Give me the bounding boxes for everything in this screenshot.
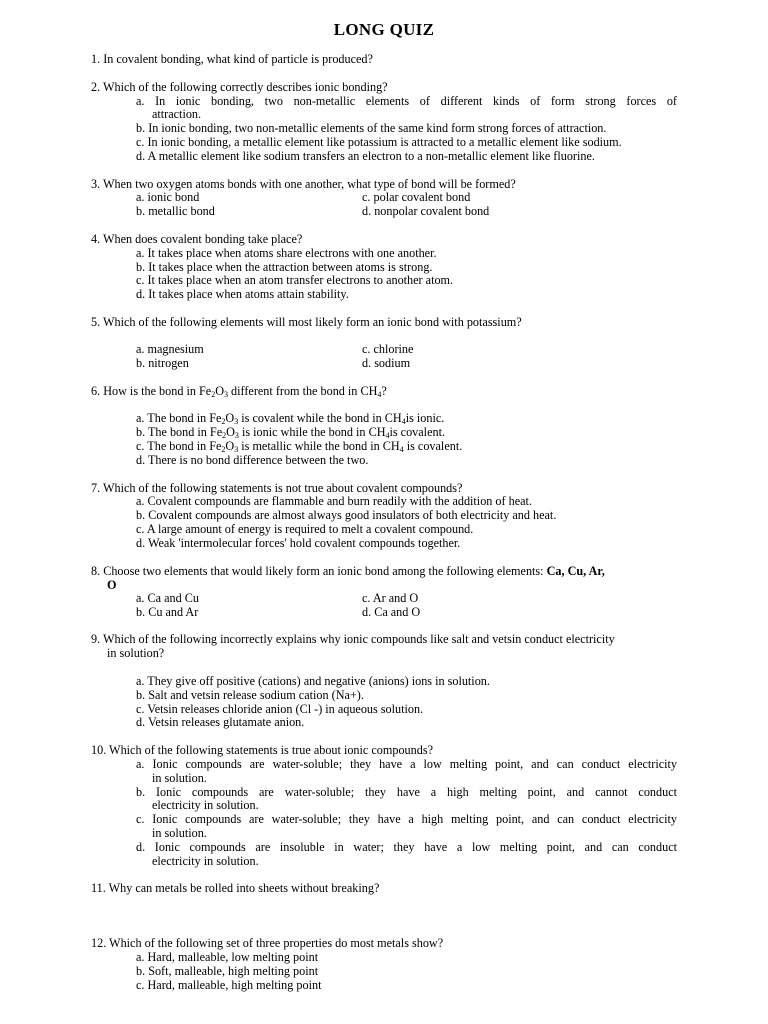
question-6: 6. How is the bond in $Fe_2O_3$ different from the bond in $CH_4$? <box>91 384 387 399</box>
q12-option-b: b. Soft, malleable, high melting point <box>136 964 319 978</box>
q3-option-b: b. metallic bond <box>136 204 215 218</box>
question-2: 2. Which of the following correctly describes ionic bonding? <box>91 80 388 94</box>
question-9: 9. Which of the following incorrectly explains why ionic compounds like salt and vetsin conduct electricity <box>91 632 615 646</box>
q3-option-a: a. ionic bond <box>136 190 200 204</box>
question-12: 12. Which of the following set of three properties do most metals show? <box>91 936 444 950</box>
q10-option-d-cont: electricity in solution. <box>152 854 259 868</box>
question-9-cont: in solution? <box>107 646 165 660</box>
q2-option-c: c. In ionic bonding, a metallic element like potassium is attracted to a metallic element like sodium. <box>136 135 622 149</box>
question-5: 5. Which of the following elements will most likely form an ionic bond with potassium? <box>91 315 522 329</box>
q8-option-b: b. Cu and Ar <box>136 605 199 619</box>
q9-option-b: b. Salt and vetsin release sodium cation (Na+). <box>136 688 364 702</box>
q10-option-c-cont: in solution. <box>152 826 207 840</box>
q12-option-a: a. Hard, malleable, low melting point <box>136 950 319 964</box>
question-8-cont: O <box>107 578 117 592</box>
q12-option-c: c. Hard, malleable, high melting point <box>136 978 322 992</box>
q2-option-d: d. A metallic element like sodium transfers an electron to a non-metallic element like fluorine. <box>136 149 595 163</box>
q3-option-c: c. polar covalent bond <box>362 190 471 204</box>
question-4: 4. When does covalent bonding take place? <box>91 232 303 246</box>
q2-option-b: b. In ionic bonding, two non-metallic elements of the same kind form strong forces of attraction. <box>136 121 607 135</box>
q5-option-a: a. magnesium <box>136 342 204 356</box>
q6-option-d: d. There is no bond difference between the two. <box>136 453 369 467</box>
q7-option-a: a. Covalent compounds are flammable and burn readily with the addition of heat. <box>136 494 532 508</box>
q2-option-a: a. In ionic bonding, two non-metallic elements of different kinds of form strong forces of <box>136 94 677 108</box>
question-10: 10. Which of the following statements is true about ionic compounds? <box>91 743 433 757</box>
q10-option-b-cont: electricity in solution. <box>152 798 259 812</box>
q5-option-d: d. sodium <box>362 356 411 370</box>
q9-option-d: d. Vetsin releases glutamate anion. <box>136 715 305 729</box>
q9-option-a: a. They give off positive (cations) and negative (anions) ions in solution. <box>136 674 490 688</box>
q6-option-b: b. The bond in $Fe_2O_3$ is ionic while the bond in $CH_4is$ covalent. <box>136 425 446 440</box>
q2-option-a-cont: attraction. <box>152 107 202 121</box>
q8-elements: Ca, Cu, Ar, <box>546 564 605 578</box>
q10-option-b: b. Ionic compounds are water-soluble; they have a high melting point, and cannot conduct <box>136 785 677 799</box>
q3-option-d: d. nonpolar covalent bond <box>362 204 490 218</box>
question-8: 8. Choose two elements that would likely form an ionic bond among the following elements: Ca, Cu, Ar, <box>91 564 605 578</box>
q8-option-d: d. Ca and O <box>362 605 421 619</box>
question-3: 3. When two oxygen atoms bonds with one another, what type of bond will be formed? <box>91 177 516 191</box>
question-11: 11. Why can metals be rolled into sheets without breaking? <box>91 881 380 895</box>
q4-option-b: b. It takes place when the attraction between atoms is strong. <box>136 260 433 274</box>
q10-option-a: a. Ionic compounds are water-soluble; they have a low melting point, and can conduct electricity <box>136 757 677 771</box>
q6-option-c: c. The bond in $Fe_2O_3$ is metallic while the bond in $CH_4$ is covalent. <box>136 439 463 454</box>
q7-option-b: b. Covalent compounds are almost always good insulators of both electricity and heat. <box>136 508 557 522</box>
q7-option-c: c. A large amount of energy is required to melt a covalent compound. <box>136 522 474 536</box>
q4-option-c: c. It takes place when an atom transfer electrons to another atom. <box>136 273 454 287</box>
q8-option-c: c. Ar and O <box>362 591 419 605</box>
question-1: 1. In covalent bonding, what kind of particle is produced? <box>91 52 373 66</box>
question-7: 7. Which of the following statements is not true about covalent compounds? <box>91 481 463 495</box>
q10-option-c: c. Ionic compounds are water-soluble; they have a high melting point, and can conduct electricity <box>136 812 677 826</box>
q7-option-d: d. Weak 'intermolecular forces' hold covalent compounds together. <box>136 536 461 550</box>
q8-option-a: a. Ca and Cu <box>136 591 199 605</box>
q10-option-a-cont: in solution. <box>152 771 207 785</box>
q10-option-d: d. Ionic compounds are insoluble in water; they have a low melting point, and can conduct <box>136 840 677 854</box>
q5-option-c: c. chlorine <box>362 342 414 356</box>
q9-option-c: c. Vetsin releases chloride anion (Cl -) in aqueous solution. <box>136 702 424 716</box>
q6-option-a: a. The bond in $Fe_2O_3$ is covalent while the bond in $CH_4is$ ionic. <box>136 411 445 426</box>
page-title: LONG QUIZ <box>333 20 435 39</box>
q4-option-d: d. It takes place when atoms attain stability. <box>136 287 349 301</box>
q4-option-a: a. It takes place when atoms share electrons with one another. <box>136 246 437 260</box>
q5-option-b: b. nitrogen <box>136 356 189 370</box>
